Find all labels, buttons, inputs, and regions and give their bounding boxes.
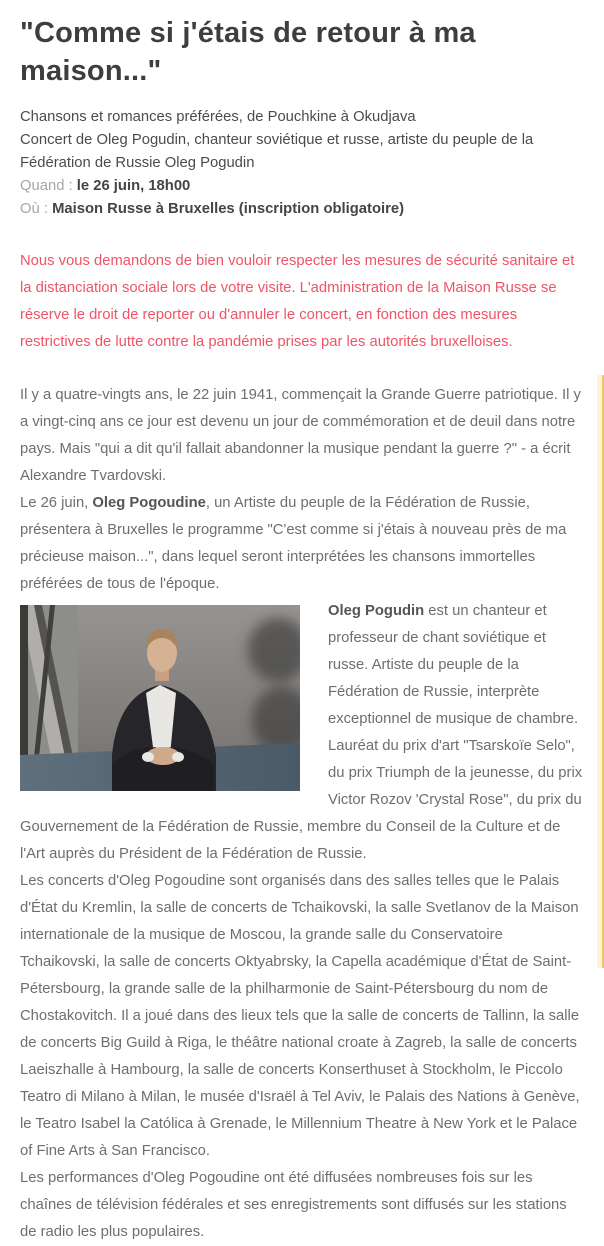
paragraph-media: Les performances d'Oleg Pogoudine ont été diffusées nombreuses fois sur les chaînes de télévision fédérales et ses enregistrements sont diffusés sur les stations de radio les plus populaires. [20,1170,567,1240]
artist-photo-graphic [20,605,300,791]
announcement-rest: , un Artiste du peuple de la Fédération de Russie, présentera à Bruxelles le programme "C'est comme si j'étais à nouveau près de ma précieuse maison...", dans lequel seront interprétées les chansons immortelles préférées de tous de l'époque. [20,495,567,592]
event-subtitle: Chansons et romances préférées, de Pouchkine à Okudjava [20,109,416,125]
bio-name-bold: Oleg Pogudin [328,603,425,619]
artist-photo [20,605,300,791]
event-description: Concert de Oleg Pogudin, chanteur soviétique et russe, artiste du peuple de la Fédération de Russie Oleg Pogudin [20,132,534,171]
when-label: Quand : [20,178,73,194]
artist-name-bold: Oleg Pogoudine [92,495,206,511]
biography-block [20,598,584,868]
event-summary [20,106,584,221]
event-when [20,175,584,198]
where-label: Où : [20,201,48,217]
where-value: Maison Russe à Bruxelles (inscription obligatoire) [52,201,405,217]
page-title: "Comme si j'étais de retour à ma maison..." [20,17,476,87]
event-where [20,198,584,221]
announcement-prefix: Le 26 juin, [20,495,93,511]
paragraph-history: Il y a quatre-vingts ans, le 22 juin 1941, commençait la Grande Guerre patriotique. Il y a vingt-cinq ans ce jour est devenu un jour de commémoration et de deuil dans notre pays. Mais "qui a dit qu'il fallait abandonner la musique pendant la guerre ?" - a écrit Alexandre Tvardovski. [20,387,581,484]
bio-text: est un chanteur et professeur de chant soviétique et russe. Artiste du peuple de la Fédération de Russie, interprète exceptionnel de musique de chambre. Lauréat du prix d'art "Tsarskoïe Selo", du prix Triumph de la jeunesse, du prix Victor Rozov 'Crystal Rose", du prix du Gouvernement de la Fédération de Russie, membre du Conseil de la Culture et de l'Art auprès du Président de la Fédération de Russie. [20,603,583,862]
paragraph-announcement [20,490,584,598]
sanitary-warning: Nous vous demandons de bien vouloir respecter les mesures de sécurité sanitaire et la distanciation sociale lors de votre visite. L'administration de la Maison Russe se réserve le droit de reporter ou d'annuler le concert, en fonction des mesures restrictives de lutte contre la pandémie prises par les autorités bruxelloises. [20,253,575,350]
right-edge-widget-bar [597,375,604,968]
paragraph-venues: Les concerts d'Oleg Pogoudine sont organisés dans des salles telles que le Palais d'État du Kremlin, la salle de concerts de Tchaikovski, la salle Svetlanov de la Maison internationale de la musique de Moscou, la grande salle du Conservatoire Tchaikovski, la salle de concerts Oktyabrsky, la Capella académique d'État de Saint-Pétersbourg, la grande salle de la philharmonie de Saint-Pétersbourg du nom de Chostakovitch. Il a joué dans des lieux tels que la salle de concerts de Tallinn, la salle de concerts Big Guild à Riga, le théâtre national croate à Zagreb, la salle de concerts Laeiszhalle à Hambourg, la salle de concerts Konserthuset à Stockholm, le Piccolo Teatro di Milano à Milan, le musée d'Israël à Tel Aviv, le Palais des Nations à Genève, le Teatro Isabel la Católica à Grenade, le Millennium Theatre à New York et le Palace of Fine Arts à San Francisco. [20,873,580,1159]
when-value: le 26 juin, 18h00 [76,178,191,194]
